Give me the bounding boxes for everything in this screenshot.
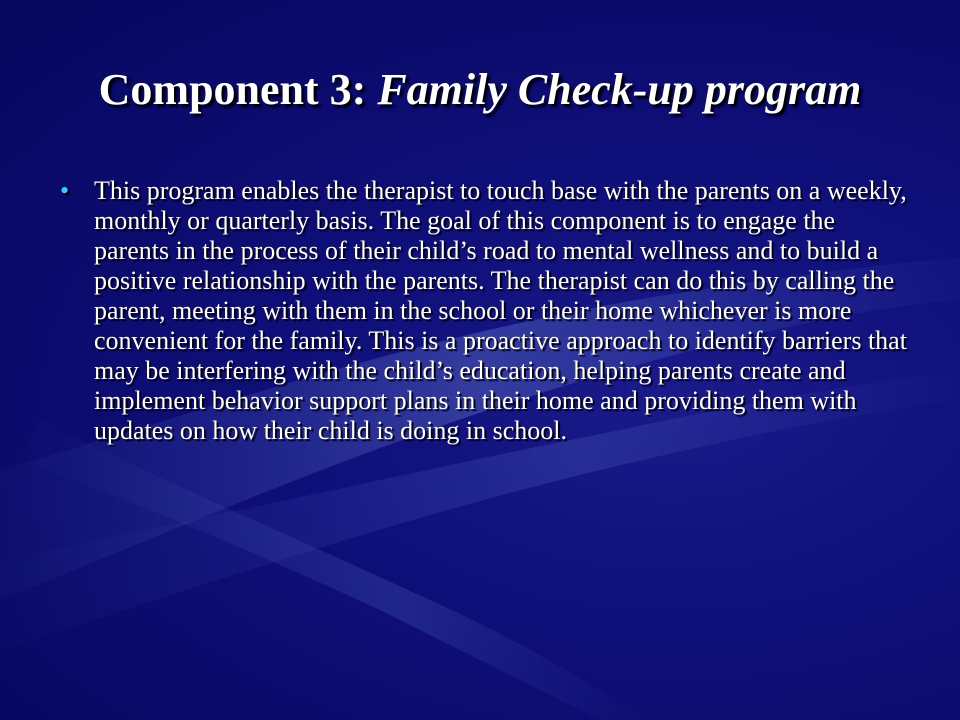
- bullet-text: This program enables the therapist to touch base with the parents on a weekly, monthly or quarterly basis. The goal of this component is to engage the parents in the process of their child’s road to mental wellness and to build a positive relationship with the parents. The therapist can do this by calling the parent, meeting with them in the school or their home whichever is more convenient for the family. This is a proactive approach to identify barriers that may be interfering with the child’s education, helping parents create and implement behavior support plans in their home and providing them with updates on how their child is doing in school.: [94, 176, 907, 445]
- slide-body: [60, 176, 910, 446]
- slide-title: [0, 62, 960, 118]
- bullet-marker: •: [60, 176, 70, 205]
- bullet-item: [60, 176, 910, 446]
- title-italic-part: Family Check-up program: [377, 65, 862, 114]
- title-prefix: Component 3:: [98, 65, 378, 114]
